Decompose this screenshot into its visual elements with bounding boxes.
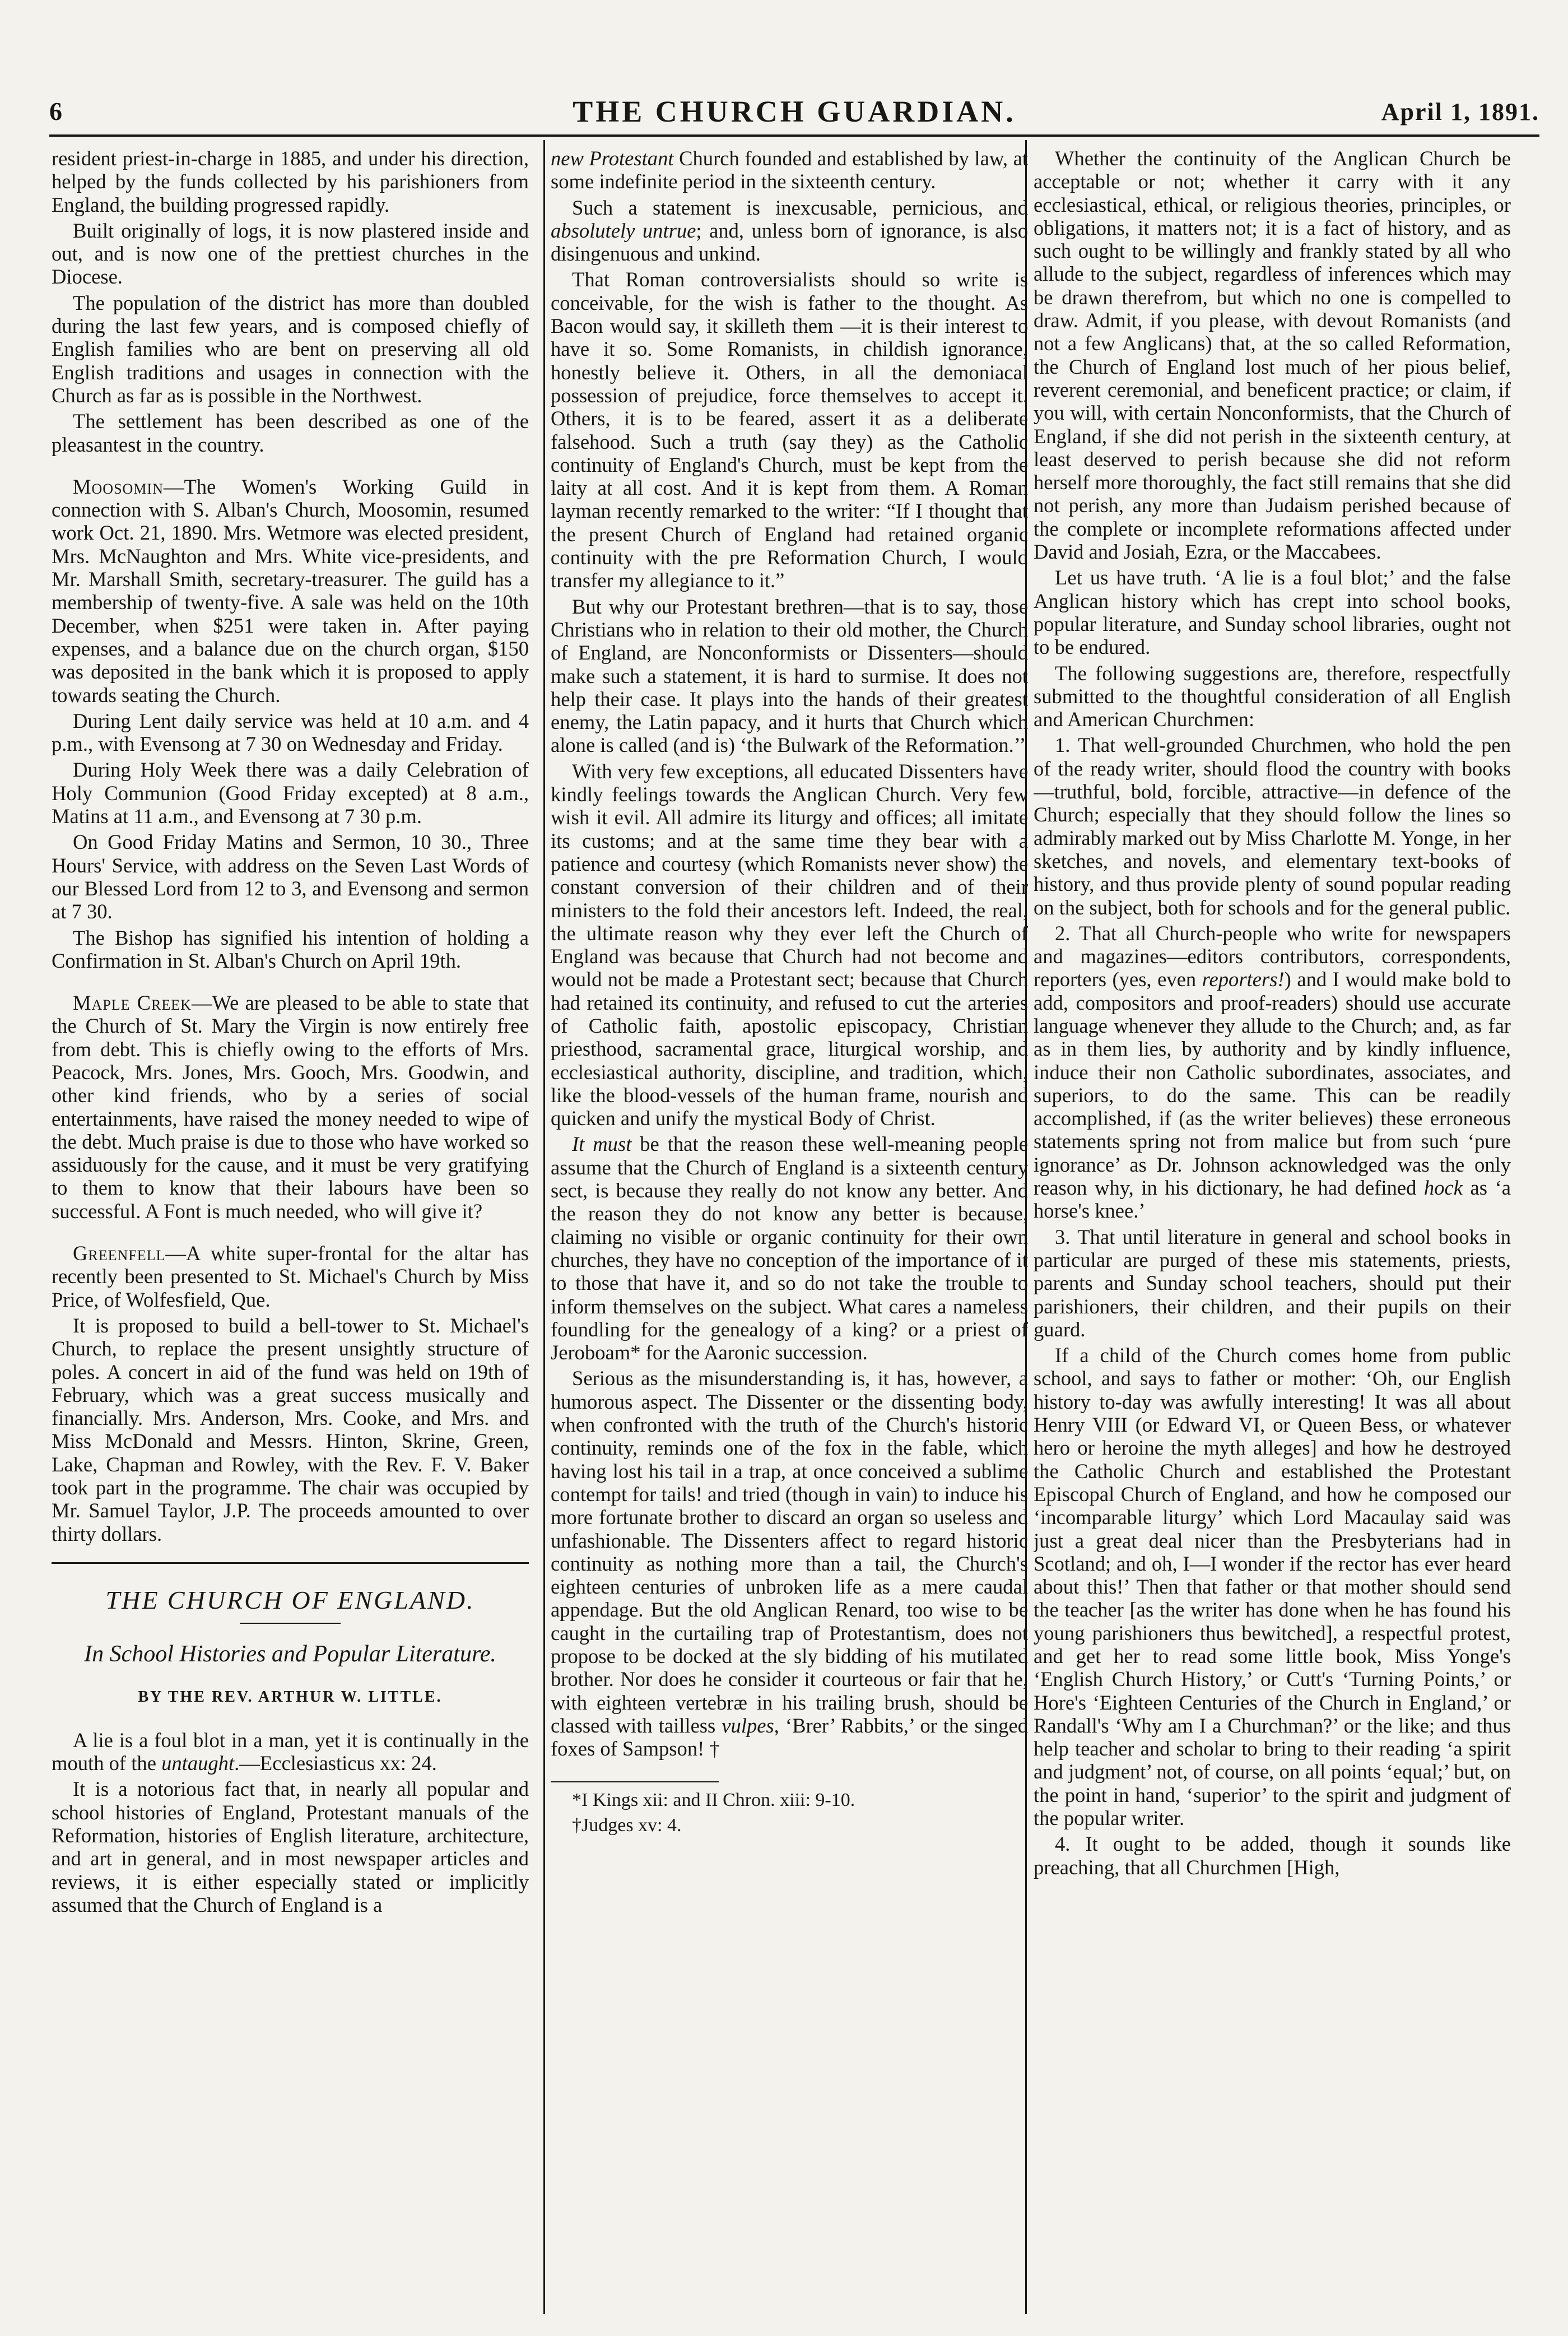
paragraph: 4. It ought to be added, though it sounds like preaching, that all Churchmen [High, xyxy=(1034,1832,1511,1879)
paragraph: 3. That until literature in general and school books in particular are purged of these mis statements, priests, parents and Sunday school teachers, should put their parishioners, their children, and their pupils on their guard. xyxy=(1034,1225,1511,1341)
epigraph: A lie is a foul blot in a man, yet it is continually in the mouth of the untaught.—Ecclesiasticus xx: 24. xyxy=(52,1728,529,1775)
paragraph: If a child of the Church comes home from public school, and says to father or mother: ‘Oh, our English history to-day was awfully interesting! It was all about Henry VIII (or Edward VI, or Queen Bess, or whatever hero or heroine the myth alleges] and how he destroyed the Catholic Church and established the Protestant Episcopal Church of England, and how he composed our ‘incomparable liturgy’ which Lord Macaulay said was just a great deal nicer than the Presbyterians had in Scotland; and oh, I—I wonder if the rector has ever heard about this!’ Then that father or that mother should send the teacher [as the writer has done when he has found his young parishioners thus bewitched], a respectful protest, and get her to read some little book, Miss Yonge's ‘English Church History,’ or Cutt's ‘Turning Points,’ or Hore's ‘Eighteen Centuries of the Church in England,’ or Randall's ‘Why am I a Churchman?’ or the like; and thus help teacher and scholar to bring to their reading ‘a spirit and judgment’ not, of course, on all points ‘equal;’ but, on the point in hand, ‘superior’ to the spirit and judgment of the popular writer. xyxy=(1034,1344,1511,1830)
footnote: *I Kings xii: and II Chron. xiii: 9-10. xyxy=(572,1790,855,1811)
issue-date: April 1, 1891. xyxy=(1381,98,1539,126)
article-byline: BY THE REV. ARTHUR W. LITTLE. xyxy=(138,1688,443,1706)
paragraph: The population of the district has more than doubled during the last few years, and is composed chiefly of English families who are bent on preserving all old English traditions and usages in connection with the Church as far as is possible in the Northwest. xyxy=(52,291,529,407)
article-title: THE CHURCH OF ENGLAND. xyxy=(105,1585,475,1614)
paragraph: Let us have truth. ‘A lie is a foul blot;’ and the false Anglican history which has crept into school books, popular literature, and Sunday school libraries, ought not to be endured. xyxy=(1034,566,1511,659)
paragraph: It must be that the reason these well-meaning people assume that the Church of England is a sixteenth century sect, is because they really do not know any better. And the reason they do not know any better is because, claiming no visible or organic continuity for their own churches, they have no conception of the importance of it to those that have it, and so do not take the trouble to inform themselves on the subject. What cares a nameless foundling for the genealogy of a king? or a priest of Jeroboam* for the Aaronic succession. xyxy=(551,1132,1028,1364)
paragraph: resident priest-in-charge in 1885, and under his direction, helped by the funds collected by his parishioners from England, the building progressed rapidly. xyxy=(52,147,529,216)
paragraph: Such a statement is inexcusable, pernicious, and absolutely untrue; and, unless born of ignorance, is also disingenuous and unkind. xyxy=(551,196,1028,266)
masthead xyxy=(49,84,1539,137)
paragraph: The settlement has been described as one of the pleasantest in the country. xyxy=(52,410,529,456)
paragraph: It is a notorious fact that, in nearly all popular and school histories of England, Protestant manuals of the Reformation, histories of English literature, architecture, and art in general, and in most newspaper articles and reviews, it is either especially stated or implicitly assumed that the Church of England is a xyxy=(52,1777,529,1916)
paragraph: With very few exceptions, all educated Dissenters have kindly feelings towards the Anglican Church. Very few wish it evil. All admire its liturgy and offices; all imitate its customs; and at the same time they bear with a patience and courtesy (which Romanists never show) the constant conversion of their children and of their ministers to the fold their ancestors left. Indeed, the real, the ultimate reason why they ever left the Church of England was because that Church had not become and would not be made a Protestant sect; because that Church had retained its continuity, and refused to cut the arteries of Catholic faith, apostolic episcopacy, Christian priesthood, sacramental grace, liturgical worship, and ecclesiastical authority, discipline, and tradition, which, like the blood-vessels of the human frame, nourish and quicken and unify the mystical Body of Christ. xyxy=(551,759,1028,1130)
paragraph: Built originally of logs, it is now plastered inside and out, and is now one of the prettiest churches in the Diocese. xyxy=(52,219,529,289)
paragraph: That Roman controversialists should so write is conceivable, for the wish is father to the thought. As Bacon would say, it skilleth them —it is their interest to have it so. Some Romanists, in childish ignorance, honestly believe it. Others, in all the demoniacal possession of prejudice, force themselves to accept it. Others, it is to be feared, assert it as a deliberate falsehood. Such a truth (say they) as the Catholic continuity of England's Church, must be kept from the laity at all cost. And it is kept from them. A Roman layman recently remarked to the writer: “If I thought that the present Church of England had retained organic continuity with the pre Reformation Church, I would transfer my allegiance to it.” xyxy=(551,268,1028,592)
place-heading: Moosomin xyxy=(73,475,164,498)
paragraph: On Good Friday Matins and Sermon, 10 30., Three Hours' Service, with address on the Seven Last Words of our Blessed Lord from 12 to 3, and Evensong and sermon at 7 30. xyxy=(52,830,529,923)
page-number: 6 xyxy=(49,97,62,126)
column-3 xyxy=(1034,147,1511,2321)
paragraph: 2. That all Church-people who write for newspapers and magazines—editors contributors, correspondents, reporters (yes, even reporters!) and I would make bold to add, compositors and proof-readers) should use accurate language whenever they allude to the Church; and, as far as in them lies, by authority and by kindly influence, induce their non Catholic subordinates, associates, and superiors, to do the same. This can be readily accomplished, if (as the writer believes) these erroneous statements spring not from malice but from such ‘pure ignorance’ as Dr. Johnson acknowledged was the only reason why, in his dictionary, he had defined hock as ‘a horse's knee.’ xyxy=(1034,921,1511,1223)
paragraph: Serious as the misunderstanding is, it has, however, a humorous aspect. The Dissenter or the dissenting body, when confronted with the truth of the Church's historic continuity, reminds one of the fox in the fable, which having lost his tail in a trap, at once conceived a sublime contempt for tails! and tried (though in vain) to induce his more fortunate brother to discard an organ so useless and unfashionable. The Dissenters affect to regard historic continuity as nothing more than a tail, the Church's eighteen centuries of unbroken life as a mere caudal appendage. But the old Anglican Renard, too wise to be caught in the curtailing trap of Protestantism, does not propose to be docked at the sly bidding of his mutilated brother. Nor does he consider it courteous or fair that he, with eighteen vertebræ in his trailing brush, should be classed with tailless vulpes, ‘Brer’ Rabbits,’ or the singed foxes of Sampson! † xyxy=(551,1367,1028,1761)
section-separator xyxy=(52,1562,529,1564)
paragraph: 1. That well-grounded Churchmen, who hold the pen of the ready writer, should flood the country with books—truthful, bold, forcible, attractive—in defence of the Church; especially that they should follow the lines so admirably marked out by Miss Charlotte M. Yonge, in her sketches, and novels, and elementary text-books of history, and thus provide plenty of sound popular reading on the subject, both for schools and for the general public. xyxy=(1034,733,1511,919)
paragraph: During Lent daily service was held at 10 a.m. and 4 p.m., with Evensong at 7 30 on Wednesday and Friday. xyxy=(52,709,529,756)
newspaper-title: THE CHURCH GUARDIAN. xyxy=(573,95,1016,128)
paragraph-maple-creek: Maple Creek—We are pleased to be able to state that the Church of St. Mary the Virgin is now entirely free from debt. This is chiefly owing to the efforts of Mrs. Peacock, Mrs. Jones, Mrs. Gooch, Mrs. Goodwin, and other kind friends, who by a series of social entertainments, have raised the money needed to wipe of the debt. Much praise is due to those who have worked so assiduously for the cause, and it must be very gratifying to them to know that their labours have been so successful. A Font is much needed, who will give it? xyxy=(52,991,529,1223)
paragraph: The Bishop has signified his intention of holding a Confirmation in St. Alban's Church on April 19th. xyxy=(52,926,529,972)
paragraph: The following suggestions are, therefore, respectfully submitted to the thoughtful consideration of all English and American Churchmen: xyxy=(1034,661,1511,731)
paragraph: new Protestant Church founded and established by law, at some indefinite period in the sixteenth century. xyxy=(551,147,1028,193)
footnote-rule xyxy=(551,1781,719,1782)
paragraph-greenfell: Greenfell—A white super-frontal for the altar has recently been presented to St. Michael's Church by Miss Price, of Wolfesfield, Que. xyxy=(52,1242,529,1311)
article-subtitle: In School Histories and Popular Literature. xyxy=(84,1641,496,1668)
paragraph: But why our Protestant brethren—that is to say, those Christians who in relation to their old mother, the Church of England, are Nonconformists or Dissenters—should make such a statement, it is hard to surmise. It does not help their case. It plays into the hands of their greatest enemy, the Latin papacy, and it hurts that Church which alone is called (and is) ‘the Bulwark of the Reformation.’’ xyxy=(551,595,1028,757)
place-heading: Greenfell xyxy=(73,1242,166,1265)
paragraph: It is proposed to build a bell-tower to St. Michael's Church, to replace the present unsightly structure of poles. A concert in aid of the fund was held on 19th of February, which was a great success musically and financially. Mrs. Anderson, Mrs. Cooke, and Mrs. and Miss McDonald and Messrs. Hinton, Skrine, Green, Lake, Chapman and Rowley, with the Rev. F. V. Baker took part in the programme. The chair was occupied by Mr. Samuel Taylor, J.P. The proceeds amounted to over thirty dollars. xyxy=(52,1313,529,1545)
paragraph-moosomin: Moosomin—The Women's Working Guild in connection with S. Alban's Church, Moosomin, resumed work Oct. 21, 1890. Mrs. Wetmore was elected president, Mrs. McNaughton and Mrs. White vice-presidents, and Mr. Marshall Smith, secretary-treasurer. The guild has a membership of twenty-five. A sale was held on the 10th December, when $251 were taken in. After paying expenses, and a balance due on the church organ, $150 was deposited in the bank which it is proposed to apply towards seating the Church. xyxy=(52,475,529,707)
paragraph: During Holy Week there was a daily Celebration of Holy Communion (Good Friday excepted) at 8 a.m., Matins at 11 a.m., and Evensong at 7 30 p.m. xyxy=(52,758,529,828)
paragraph: Whether the continuity of the Anglican Church be acceptable or not; whether it carry with it any ecclesiastical, ethical, or religious theories, principles, or obligations, it matters not; it is a fact of history, and as such ought to be willingly and frankly stated by all who allude to the subject, regardless of inferences which may be drawn therefrom, but which no one is compelled to draw. Admit, if you please, with devout Romanists (and not a few Anglicans) that, at the so called Reformation, the Church of England lost much of her pious belief, reverent ceremonial, and beneficent practice; or claim, if you will, with certain Nonconformists, that the Church of England, if she did not perish in the sixteenth century, at least deserved to perish because she did not reform herself more thoroughly, the fact still remains that she did not perish, any more than Judaism perished because of the complete or incomplete reformations affected under David and Josiah, Ezra, or the Maccabees. xyxy=(1034,147,1511,564)
place-heading: Maple Creek xyxy=(73,991,192,1015)
column-1 xyxy=(52,147,529,2321)
column-2 xyxy=(551,147,1028,2321)
footnote: †Judges xv: 4. xyxy=(572,1815,682,1836)
title-rule xyxy=(240,1623,341,1624)
column-divider xyxy=(543,140,545,2314)
